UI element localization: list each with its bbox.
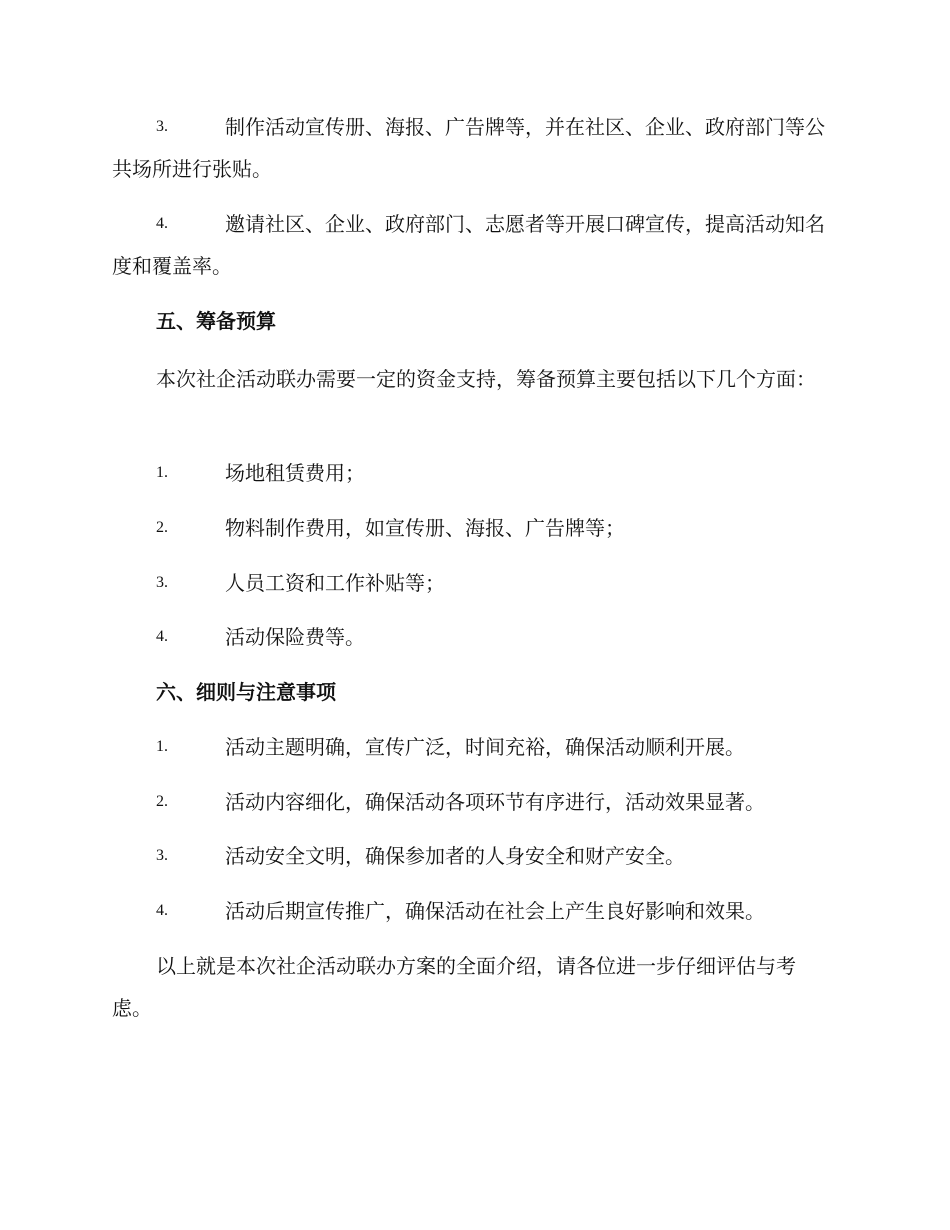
list-item-text: 活动后期宣传推广，确保活动在社会上产生良好影响和效果。 — [225, 899, 765, 923]
list-item — [112, 726, 832, 768]
list-item-number: 1. — [156, 738, 168, 755]
list-item-text: 人员工资和工作补贴等； — [225, 571, 445, 595]
list-item-number: 4. — [156, 902, 168, 919]
list-item-text: 制作活动宣传册、海报、广告牌等，并在社区、企业、政府部门等公共场所进行张贴。 — [112, 115, 825, 181]
list-item-number: 4. — [156, 628, 168, 645]
conclusion-paragraph: 以上就是本次社企活动联办方案的全面介绍，请各位进一步仔细评估与考虑。 — [112, 954, 796, 1020]
list-item-text: 活动主题明确，宣传广泛，时间充裕，确保活动顺利开展。 — [225, 735, 745, 759]
list-item — [112, 781, 832, 823]
list-item — [112, 507, 832, 549]
section-heading-budget: 五、筹备预算 — [156, 309, 276, 333]
list-item-text: 物料制作费用，如宣传册、海报、广告牌等； — [225, 516, 625, 540]
list-item-number: 2. — [156, 793, 168, 810]
list-item-number: 3. — [156, 118, 168, 135]
list-item — [112, 452, 832, 494]
list-item-text: 场地租赁费用； — [225, 461, 365, 485]
list-item — [112, 106, 832, 190]
list-item-number: 3. — [156, 847, 168, 864]
list-item-text: 活动内容细化，确保活动各项环节有序进行，活动效果显著。 — [225, 790, 765, 814]
list-item-number: 1. — [156, 464, 168, 481]
list-item-number: 3. — [156, 574, 168, 591]
list-item-number: 4. — [156, 215, 168, 232]
list-item-number: 2. — [156, 519, 168, 536]
list-item — [112, 890, 832, 932]
list-item-text: 邀请社区、企业、政府部门、志愿者等开展口碑宣传，提高活动知名度和覆盖率。 — [112, 212, 825, 278]
list-item-text: 活动保险费等。 — [225, 625, 365, 649]
section-heading-rules: 六、细则与注意事项 — [156, 680, 336, 704]
list-item — [112, 835, 832, 877]
budget-intro-paragraph: 本次社企活动联办需要一定的资金支持，筹备预算主要包括以下几个方面： — [156, 367, 816, 391]
list-item — [112, 562, 832, 604]
list-item-text: 活动安全文明，确保参加者的人身安全和财产安全。 — [225, 844, 685, 868]
list-item — [112, 616, 832, 658]
list-item — [112, 203, 832, 287]
